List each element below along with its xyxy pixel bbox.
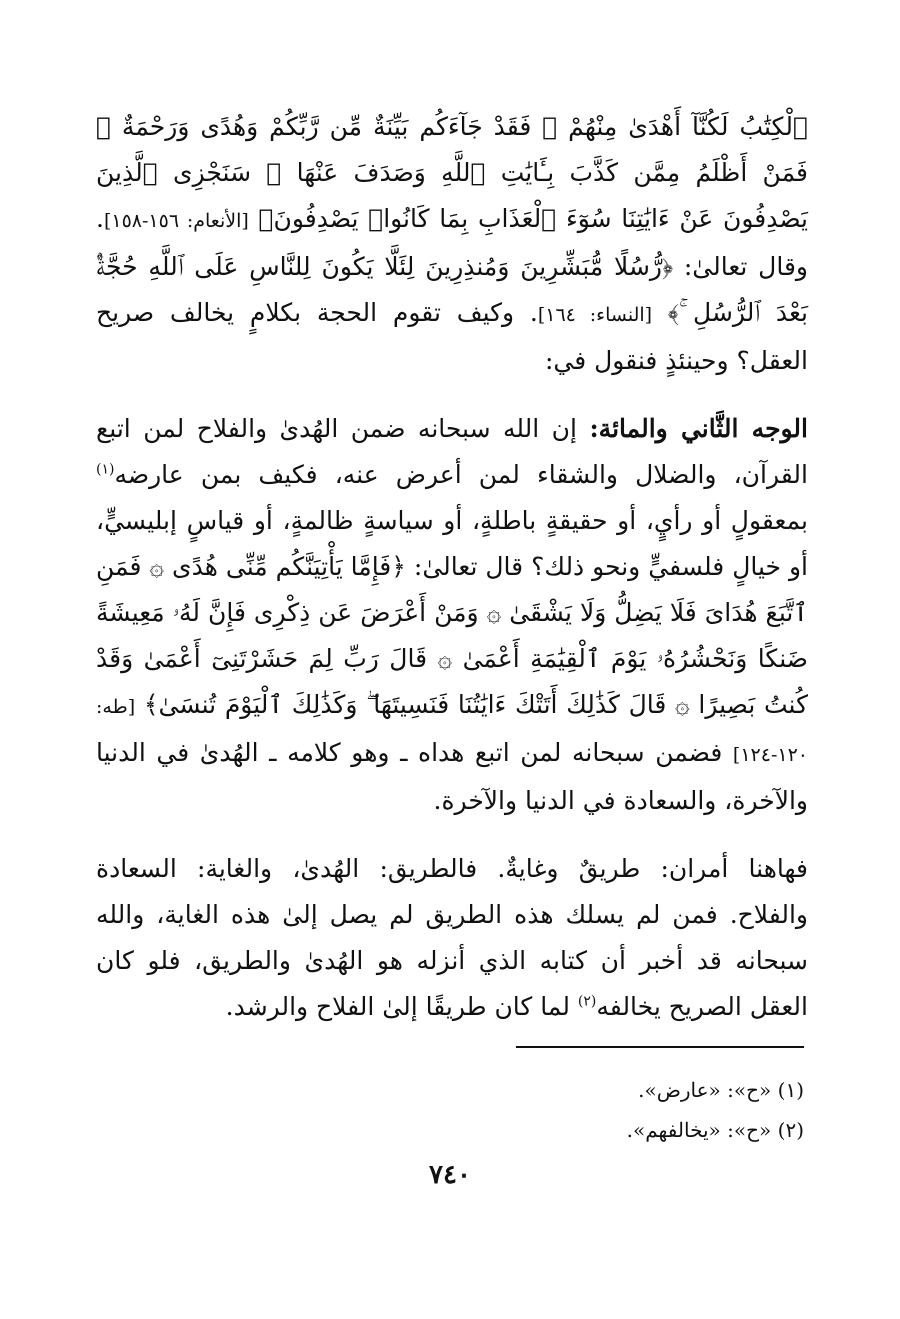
footnote-marker-2[interactable]: (٢) [577,993,597,1010]
reference-anam: [الأنعام: ١٥٦-١٥٨] [103,210,249,232]
paragraph-1 [96,104,808,384]
reference-taha: [طه: ١٢٠-١٢٤] [96,696,808,766]
paragraph-2 [96,406,808,824]
quran-quote-nisa: ﴿رُّسُلًا مُّبَشِّرِينَ وَمُنذِرِينَ لِئَلَّا يَكُونَ لِلنَّاسِ عَلَى ٱللَّهِ حُجَّةٌۢ بَعْدَ ٱلرُّسُلِ ۚ﴾ [96,252,808,327]
footnote-1: (١) «ح»: «عارض». [638,1078,804,1102]
footnote-2: (٢) «ح»: «يخالفهم». [626,1118,804,1142]
paragraph-text: . وكيف تقوم الحجة بكلامٍ يخالف صريح العقل؟ وحينئذٍ فنقول في: [96,298,808,375]
quran-quote-taha: ﴿فَإِمَّا يَأْتِيَنَّكُم مِّنِّى هُدًى ۞ فَمَنِ ٱتَّبَعَ هُدَاىَ فَلَا يَضِلُّ وَلَا يَشْقَىٰ ۞ وَمَنْ أَعْرَضَ عَن ذِكْرِى فَإِنَّ لَهُۥ مَعِيشَةً ضَنكًا وَنَحْشُرُهُۥ يَوْمَ ٱلْقِيَٰمَةِ أَعْمَىٰ ۞ قَالَ رَبِّ لِمَ حَشَرْتَنِىٓ أَعْمَىٰ وَقَدْ كُنتُ بَصِيرًا ۞ قَالَ كَذَٰلِكَ أَتَتْكَ ءَايَٰتُنَا فَنَسِيتَهَا ۖ وَكَذَٰلِكَ ٱلْيَوْمَ تُنسَىٰ﴾ [96,552,808,719]
paragraph-text: إن الله سبحانه ضمن الهُدىٰ والفلاح لمن اتبع القرآن، والضلال والشقاء لمن أعرض عنه، فكيف بمن عارضه [96,414,808,489]
footnote-marker-1[interactable]: (١) [96,461,115,478]
section-heading: الوجه الثَّاني والمائة: [589,414,808,443]
body-text [96,104,808,1052]
paragraph-text: لما كان طريقًا إلىٰ الفلاح والرشد. [225,992,578,1021]
reference-nisa: [النساء: ١٦٤] [537,304,653,326]
paragraph-3 [96,846,808,1030]
paragraph-text: . وقال تعالىٰ: [96,204,808,281]
footnote-divider [516,1046,804,1048]
paragraph-text: بمعقولٍ أو رأيٍ، أو حقيقةٍ باطلةٍ، أو سياسةٍ ظالمةٍ، أو قياسٍ إبليسيٍّ، أو خيالٍ فلسفيٍّ ونحو ذلك؟ قال تعالىٰ: [96,506,808,581]
paragraph-text: فضمن سبحانه لمن اتبع هداه ـ وهو كلامه ـ الهُدىٰ في الدنيا والآخرة، والسعادة في الدنيا والآخرة. [96,738,808,815]
paragraph-text: فهاهنا أمران: طريقٌ وغايةٌ. فالطريق: الهُدىٰ، والغاية: السعادة والفلاح. فمن لم يسلك هذه الطريق لم يصل إلىٰ هذه الغاية، والله سبحانه قد أخبر أن كتابه الذي أنزله هو الهُدىٰ والطريق، فلو كان العقل الصريح يخالفه [96,854,808,1021]
footnotes [96,1070,804,1150]
page-number: ٧٤٠ [429,1160,471,1190]
quran-quote-anam: ٱلْكِتَٰبُ لَكُنَّآ أَهْدَىٰ مِنْهُمْ ۚ فَقَدْ جَآءَكُم بَيِّنَةٌ مِّن رَّبِّكُمْ وَهُدًى وَرَحْمَةٌ ۚ فَمَنْ أَظْلَمُ مِمَّن كَذَّبَ بِـَٔايَٰتِ ٱللَّهِ وَصَدَفَ عَنْهَا ۗ سَنَجْزِى ٱلَّذِينَ يَصْدِفُونَ عَنْ ءَايَٰتِنَا سُوٓءَ ٱلْعَذَابِ بِمَا كَانُوا۟ يَصْدِفُونَ﴾ [96,112,808,233]
